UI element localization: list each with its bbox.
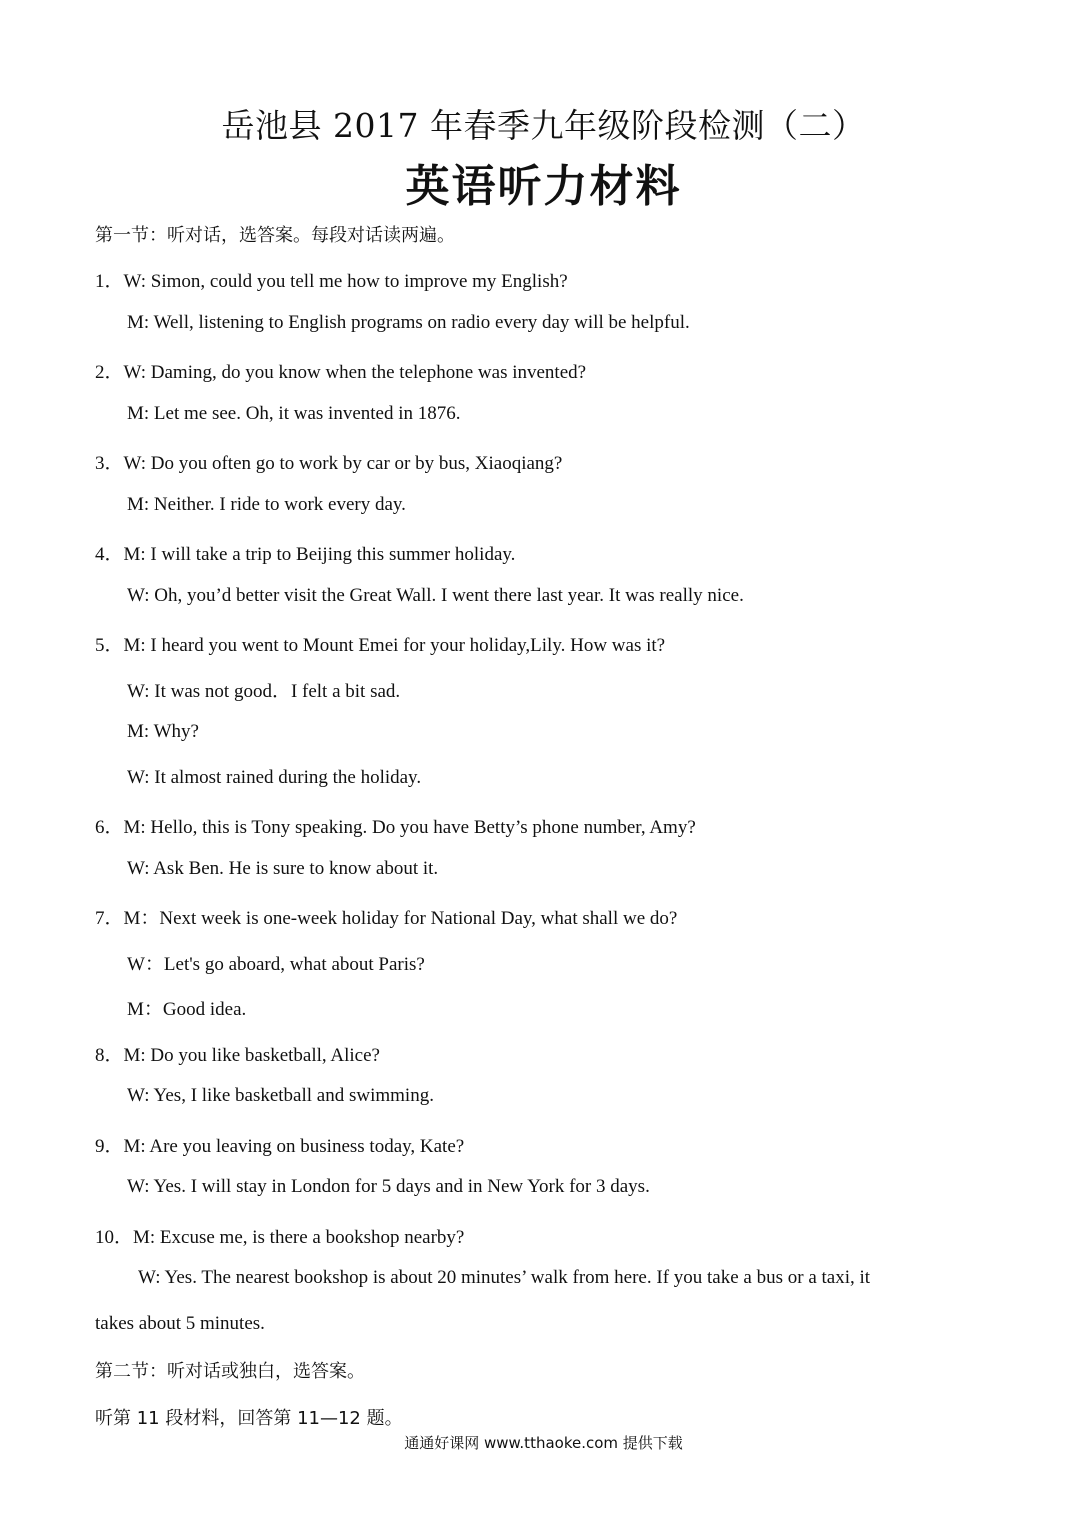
dialogue-line: 3．W: Do you often go to work by car or by bus, Xiaoqiang?: [95, 453, 563, 474]
section-heading-1: 第一节：听对话，选答案。每段对话读两遍。: [95, 225, 455, 246]
dialogue-line: W: It almost rained during the holiday.: [127, 767, 422, 788]
dialogue-line: W: Yes. I will stay in London for 5 days and in New York for 3 days.: [127, 1176, 650, 1197]
dialogue-line: M: Why?: [127, 721, 199, 742]
dialogue-line: 4．M: I will take a trip to Beijing this summer holiday.: [95, 544, 516, 565]
dialogue-line: 2．W: Daming, do you know when the telephone was invented?: [95, 362, 587, 383]
document-title: 岳池县 2017 年春季九年级阶段检测（二）: [221, 106, 866, 145]
dialogue-line: 9．M: Are you leaving on business today, Kate?: [95, 1136, 465, 1157]
dialogue-line: takes about 5 minutes.: [95, 1313, 265, 1334]
dialogue-line: M: Neither. I ride to work every day.: [127, 494, 406, 515]
footer-credit: 通通好课网 www.tthaoke.com 提供下载: [404, 1434, 683, 1452]
dialogue-line: 5．M: I heard you went to Mount Emei for your holiday,Lily. How was it?: [95, 635, 666, 656]
dialogue-line: 8．M: Do you like basketball, Alice?: [95, 1045, 380, 1066]
instruction-line: 听第 11 段材料，回答第 11—12 题。: [95, 1408, 403, 1429]
dialogue-line: W: Yes. The nearest bookshop is about 20 minutes’ walk from here. If you take a bus or a taxi, it: [138, 1267, 871, 1288]
dialogue-line: W: Oh, you’d better visit the Great Wall. I went there last year. It was really nice.: [127, 585, 744, 606]
document-subtitle: 英语听力材料: [405, 161, 682, 212]
dialogue-line: M: Well, listening to English programs on radio every day will be helpful.: [127, 312, 690, 333]
dialogue-line: 7．M：Next week is one-week holiday for National Day, what shall we do?: [95, 908, 678, 929]
dialogue-line: W：Let's go aboard, what about Paris?: [127, 954, 425, 975]
dialogue-line: W: Ask Ben. He is sure to know about it.: [127, 858, 439, 879]
dialogue-line: M：Good idea.: [127, 999, 247, 1020]
dialogue-line: W: Yes, I like basketball and swimming.: [127, 1085, 434, 1106]
dialogue-line: 10．M: Excuse me, is there a bookshop nearby?: [95, 1227, 465, 1248]
dialogue-line: 1．W: Simon, could you tell me how to improve my English?: [95, 271, 568, 292]
dialogue-line: 6．M: Hello, this is Tony speaking. Do you have Betty’s phone number, Amy?: [95, 817, 696, 838]
dialogue-line: M: Let me see. Oh, it was invented in 1876.: [127, 403, 461, 424]
dialogue-line: W: It was not good．I felt a bit sad.: [127, 681, 401, 702]
section-heading-2: 第二节：听对话或独白，选答案。: [95, 1361, 365, 1382]
